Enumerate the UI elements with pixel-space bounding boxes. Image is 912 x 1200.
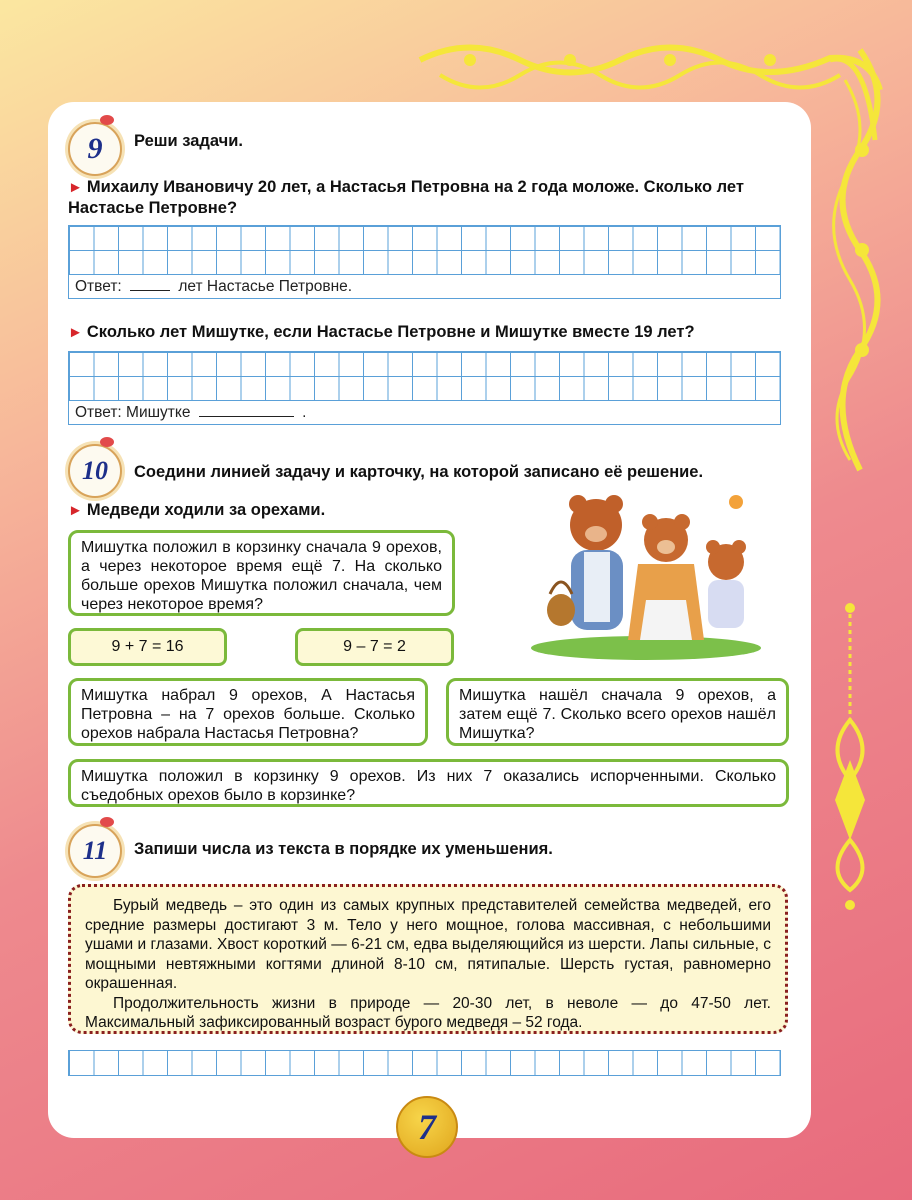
task10-card1[interactable]: Мишутка положил в корзинку сначала 9 орехов, а через некоторое время ещё 7. На сколько больше орехов Мишутка положил сначала, чем через некоторое время? <box>68 530 455 616</box>
bear-text-box <box>68 884 788 1034</box>
workbook-page <box>48 102 811 1138</box>
red-arrow-icon: ► <box>68 502 83 519</box>
gold-ornament-side <box>820 600 880 920</box>
task11-number-badge: 11 <box>68 824 122 878</box>
bear-text-paragraph1: Бурый медведь – это один из самых крупных представителей семейства медведей, его средние размеры достигают 3 м. Тело у него мощное, голова массивная, с небольшими ушами и глазами. Хвост короткий — 6-21 см, едва выделяющийся из шерсти. Лапы сильные, с мощными невтяжными когтями длиной 8-10 см, пятипалые. Шерсть густая, равномерно окрашенная. <box>85 897 771 992</box>
task9-number-badge: 9 <box>68 122 122 176</box>
bears-illustration <box>526 490 766 660</box>
task9-title: Реши задачи. <box>134 132 243 150</box>
task10-number-badge: 10 <box>68 444 122 498</box>
task9-answer2-row: Ответ: Мишутке . <box>69 400 780 424</box>
page-number-badge: 7 <box>396 1096 458 1158</box>
task9-question1: ► Михаилу Ивановичу 20 лет, а Настасья Петровна на 2 года моложе. Сколько лет Настасье Петровне? <box>68 178 744 217</box>
red-arrow-icon: ► <box>68 179 83 196</box>
task9-answer-grid1[interactable] <box>68 225 781 299</box>
task10-card4[interactable]: Мишутка положил в корзинку 9 орехов. Из них 7 оказались испорченными. Сколько съедобных орехов было в корзинке? <box>68 759 789 807</box>
task10-title: Соедини линией задачу и карточку, на которой записано её решение. <box>134 463 704 481</box>
task10-card3[interactable]: Мишутка нашёл сначала 9 орехов, а затем ещё 7. Сколько всего орехов нашёл Мишутка? <box>446 678 789 746</box>
equation-card-sum[interactable]: 9 + 7 = 16 <box>68 628 227 666</box>
task10-subtitle: ► Медведи ходили за орехами. <box>68 501 326 519</box>
equation-card-difference[interactable]: 9 – 7 = 2 <box>295 628 454 666</box>
answer1-blank[interactable] <box>130 276 170 291</box>
task9-answer-grid2[interactable] <box>68 351 781 425</box>
gold-ornament-right <box>820 40 900 480</box>
task9-question2: ► Сколько лет Мишутке, если Настасье Петровне и Мишутке вместе 19 лет? <box>68 323 695 341</box>
answer2-blank[interactable] <box>199 402 294 417</box>
task10-card2[interactable]: Мишутка набрал 9 орехов, А Настасья Петровна – на 7 орехов больше. Сколько орехов набрала Настасья Петровна? <box>68 678 428 746</box>
task11-title: Запиши числа из текста в порядке их уменьшения. <box>134 840 553 858</box>
task11-answer-grid[interactable] <box>68 1050 781 1076</box>
task9-answer1-row: Ответ: лет Настасье Петровне. <box>69 274 780 298</box>
red-arrow-icon: ► <box>68 324 83 341</box>
bear-text-paragraph2: Продолжительность жизни в природе — 20-30 лет, в неволе — до 47-50 лет. Максимальный зафиксированный возраст бурого медведя – 52 года. <box>85 994 771 1031</box>
